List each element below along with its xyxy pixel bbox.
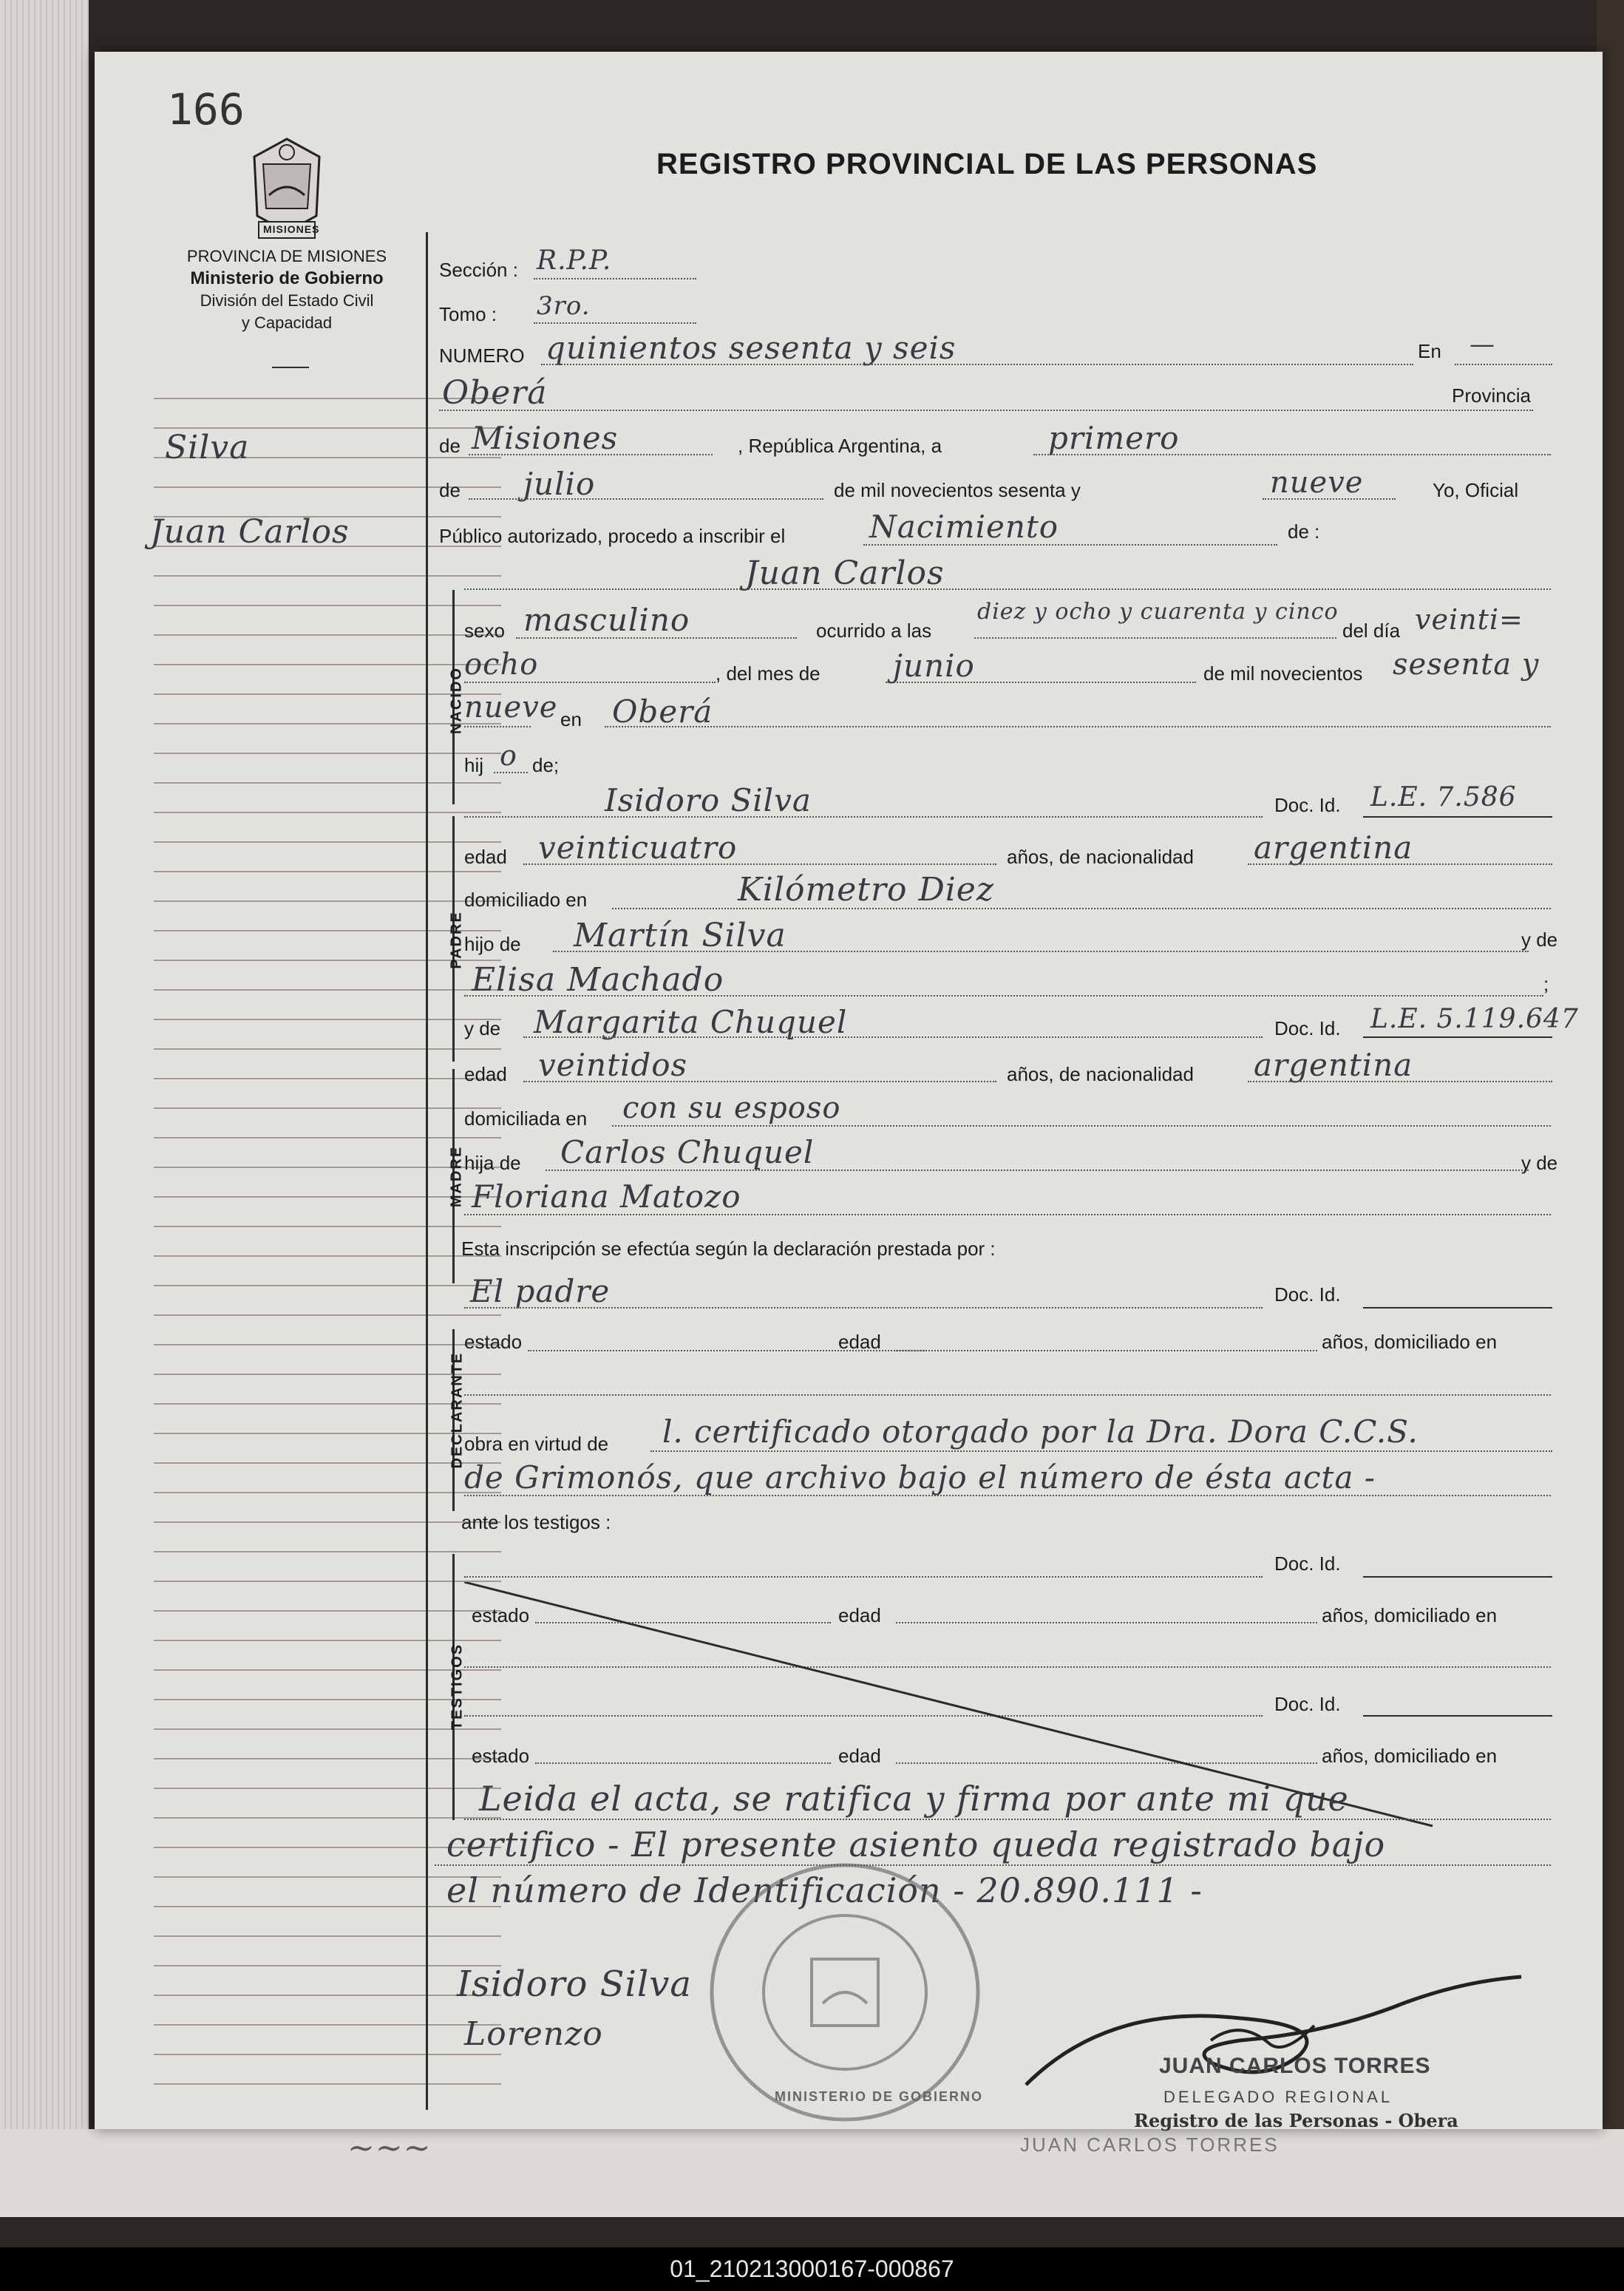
padre-madre-value: Elisa Machado <box>472 961 724 999</box>
testigo1-edad-label: edad <box>838 1604 881 1626</box>
nombre-nacido-value: Juan Carlos <box>745 554 945 592</box>
mes-nac-value: junio <box>893 648 975 684</box>
seccion-label: Sección : <box>439 259 518 281</box>
en-lower-label: en <box>560 708 582 730</box>
dia-inscripcion-value: primero <box>1048 420 1180 456</box>
obra-value-1: l. certificado otorgado por la Dra. Dora C.C.S. <box>662 1413 1419 1450</box>
declarante-label: DECLARANTE <box>449 1351 466 1469</box>
madre-doc-label: Doc. Id. <box>1274 1017 1341 1039</box>
testigos-label: TESTIGOS <box>449 1643 466 1731</box>
nacido-label: NACIDO <box>448 667 465 734</box>
madre-label: MADRE <box>448 1145 465 1208</box>
register-page <box>95 52 1603 2129</box>
cierre-line-2: certifico - El presente asiento queda registrado bajo <box>446 1825 1386 1864</box>
de-label: de <box>439 435 461 457</box>
margin-surname: Silva <box>165 429 250 466</box>
signature-lorenzo: Lorenzo <box>464 2015 603 2053</box>
sexo-value: masculino <box>523 602 690 638</box>
official-seal-stamp-icon <box>701 1856 989 2129</box>
yo-oficial-label: Yo, Oficial <box>1433 479 1519 501</box>
padre-hijo-de-label: hijo de <box>464 933 521 955</box>
org-block <box>146 245 427 334</box>
acto-value: Nacimiento <box>869 509 1059 545</box>
testigo2-anos-dom-label: años, domiciliado en <box>1322 1745 1498 1767</box>
del-dia-label: del día <box>1342 620 1401 642</box>
org-line-2: Ministerio de Gobierno <box>190 268 384 288</box>
org-line-3: División del Estado Civil <box>200 291 374 310</box>
madre-nombre-value: Margarita Chuquel <box>534 1004 848 1040</box>
image-caption: 01_210213000167-000867 <box>670 2256 954 2282</box>
bottom-scrap-text: JUAN CARLOS TORRES <box>1020 2134 1280 2156</box>
org-line-1: PROVINCIA DE MISIONES <box>186 247 387 265</box>
mil-novecientos-label: de mil novecientos sesenta y <box>834 479 1081 501</box>
madre-hija-de-label: hija de <box>464 1152 521 1174</box>
padre-nombre-value: Isidoro Silva <box>605 782 812 818</box>
official-role: DELEGADO REGIONAL <box>1163 2088 1393 2106</box>
official-office: Registro de las Personas - Obera <box>1134 2110 1458 2131</box>
ocurrido-label: ocurrido a las <box>816 620 932 642</box>
padre-doc-label: Doc. Id. <box>1274 794 1341 816</box>
testigo2-doc-label: Doc. Id. <box>1274 1693 1341 1715</box>
tomo-value: 3ro. <box>537 291 591 321</box>
lugar-nac-value: Oberá <box>612 693 713 730</box>
de-semi-label: de; <box>532 754 560 776</box>
madre-dom-label: domiciliada en <box>464 1107 588 1130</box>
padre-semicolon: ; <box>1543 973 1549 995</box>
bottom-page-scrap <box>0 2129 1624 2217</box>
padre-edad-value: veinticuatro <box>538 829 738 866</box>
seccion-value: R.P.P. <box>537 245 612 276</box>
cierre-line-3: el número de Identificación - 20.890.111 - <box>446 1870 1203 1910</box>
hij-label: hij <box>464 754 484 776</box>
testigo1-estado-label: estado <box>472 1604 530 1626</box>
org-line-4: y Capacidad <box>241 313 333 332</box>
padre-edad-label: edad <box>464 846 507 868</box>
testigo1-doc-label: Doc. Id. <box>1274 1552 1341 1575</box>
dia-nac-value-2: ocho <box>464 648 539 682</box>
mes-inscripcion-value: julio <box>523 466 596 502</box>
localidad-value: Oberá <box>442 374 548 412</box>
padre-padre-value: Martín Silva <box>574 917 786 954</box>
madre-padre-value: Carlos Chuquel <box>560 1134 815 1170</box>
hijo-letter-value: o <box>500 739 517 772</box>
main-column-rule <box>426 232 428 2110</box>
anio-nac-value-1: sesenta y <box>1393 648 1540 682</box>
padre-label: PADRE <box>448 911 465 969</box>
testigo1-anos-dom-label: años, domiciliado en <box>1322 1604 1498 1626</box>
padre-nac-value: argentina <box>1254 829 1413 866</box>
madre-edad-value: veintidos <box>538 1047 688 1083</box>
declaracion-text: Esta inscripción se efectúa según la declaración prestada por : <box>461 1238 996 1260</box>
page-number: 166 <box>167 84 245 135</box>
margin-given-names: Juan Carlos <box>150 513 350 551</box>
numero-label: NUMERO <box>439 345 525 367</box>
republica-label: , República Argentina, a <box>738 435 942 457</box>
page-title: REGISTRO PROVINCIAL DE LAS PERSONAS <box>656 148 1318 180</box>
ante-testigos-label: ante los testigos : <box>461 1511 611 1533</box>
madre-nac-value: argentina <box>1254 1047 1413 1083</box>
book-edge-left <box>0 0 89 2217</box>
padre-dom-value: Kilómetro Diez <box>738 871 995 909</box>
hora-value: diez y ocho y cuarenta y cinco <box>977 599 1339 625</box>
de-colon-label: de : <box>1288 520 1320 543</box>
declarante-anos-dom-label: años, domiciliado en <box>1322 1331 1498 1353</box>
emblem-text: MISIONES <box>263 223 320 235</box>
provincia-value: Misiones <box>472 420 619 456</box>
madre-y-de-label: y de <box>464 1017 501 1039</box>
obra-value-2: de Grimonós, que archivo bajo el número de ésta acta - <box>464 1459 1376 1496</box>
en-label: En <box>1418 340 1441 362</box>
dia-nac-value-1: veinti= <box>1415 603 1523 636</box>
bottom-scrap-handwriting: ~~~ <box>347 2129 432 2167</box>
madre-anos-nac-label: años, de nacionalidad <box>1007 1063 1194 1085</box>
madre-madre-value: Floriana Matozo <box>472 1178 741 1215</box>
provincia-label: Provincia <box>1452 384 1531 407</box>
image-caption-bar <box>0 2247 1624 2291</box>
declarante-edad-label: edad <box>838 1331 881 1353</box>
official-name: JUAN CARLOS TORRES <box>1159 2054 1431 2078</box>
anio-value: nueve <box>1270 466 1364 500</box>
padre-doc-value: L.E. 7.586 <box>1370 782 1517 812</box>
madre-doc-value: L.E. 5.119.647 <box>1370 1004 1579 1034</box>
de-label-2: de <box>439 479 461 501</box>
en-value: — <box>1470 330 1495 359</box>
numero-value: quinientos sesenta y seis <box>546 330 957 366</box>
signature-isidoro-silva: Isidoro Silva <box>457 1964 692 2005</box>
publico-label: Público autorizado, procedo a inscribir el <box>439 525 786 547</box>
sexo-label: sexo <box>464 620 505 642</box>
declarante-value: El padre <box>470 1273 611 1309</box>
madre-edad-label: edad <box>464 1063 507 1085</box>
declarante-doc-label: Doc. Id. <box>1274 1283 1341 1306</box>
cierre-line-1: Leida el acta, se ratifica y firma por ante mi que <box>479 1779 1349 1819</box>
tomo-label: Tomo : <box>439 303 497 325</box>
madre-dom-value: con su esposo <box>622 1091 841 1125</box>
madre-y-de-label-2: y de <box>1521 1152 1558 1174</box>
testigo2-estado-label: estado <box>472 1745 530 1767</box>
obra-label: obra en virtud de <box>464 1433 609 1455</box>
declarante-estado-label: estado <box>464 1331 523 1353</box>
mil-novecientos-label-2: de mil novecientos <box>1203 662 1363 685</box>
testigo2-edad-label: edad <box>838 1745 881 1767</box>
del-mes-label: , del mes de <box>716 662 821 685</box>
padre-dom-label: domiciliado en <box>464 889 588 911</box>
padre-anos-nac-label: años, de nacionalidad <box>1007 846 1194 868</box>
stamp-text: MINISTERIO DE GOBIERNO <box>775 2089 984 2104</box>
padre-y-de-label: y de <box>1521 929 1558 951</box>
anio-nac-value-2: nueve <box>464 690 558 724</box>
